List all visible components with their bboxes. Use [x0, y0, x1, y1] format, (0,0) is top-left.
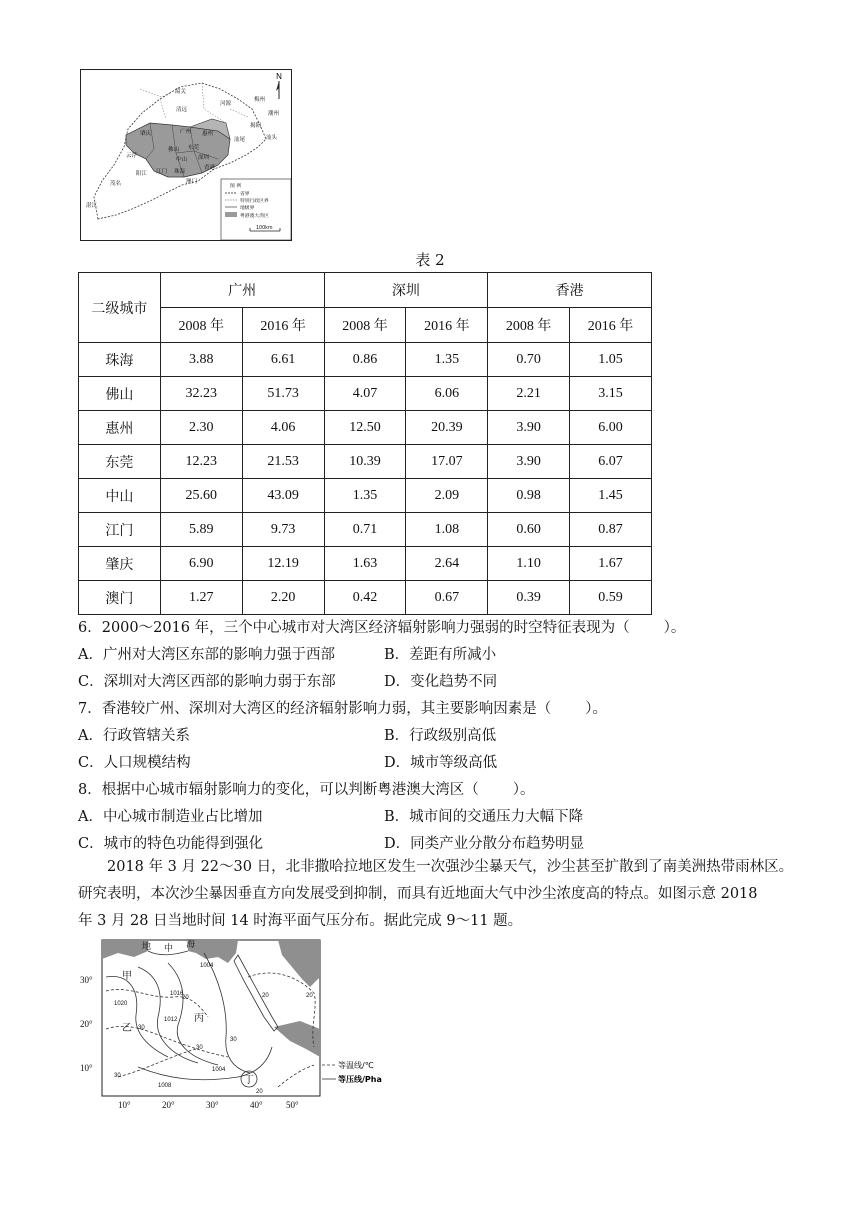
row-header: 二级城市 [79, 273, 161, 343]
isobar-value: 1020 [114, 1001, 128, 1007]
value-cell: 0.60 [488, 513, 570, 547]
question-7: 7．香港较广州、深圳对大湾区的经济辐射影响力弱，其主要影响因素是（ ）。 [78, 701, 607, 717]
city-label: 湛江 [86, 203, 98, 209]
legend-item: 地级界 [240, 206, 255, 211]
city-label: 中山 [176, 157, 188, 163]
city-label: 韶关 [175, 89, 187, 95]
center-header-hongkong: 香港 [488, 273, 652, 308]
city-label: 深圳 [198, 155, 210, 161]
value-cell: 2.09 [406, 479, 488, 513]
year-header: 2016 年 [242, 308, 324, 343]
city-cell: 佛山 [79, 377, 161, 411]
lat-label: 20° [80, 1019, 93, 1029]
isotherm-value: 20 [256, 1089, 263, 1095]
q7-option-d: D．城市等级高低 [384, 755, 498, 771]
value-cell: 1.05 [570, 343, 652, 377]
q7-option-b: B．行政级别高低 [384, 728, 497, 744]
isobar-value: 1016 [170, 991, 184, 997]
city-label: 东莞 [188, 145, 200, 151]
city-cell: 珠海 [79, 343, 161, 377]
sea-char: 地 [142, 942, 152, 952]
value-cell: 10.39 [324, 445, 406, 479]
question-8: 8．根据中心城市辐射影响力的变化，可以判断粤港澳大湾区（ ）。 [78, 782, 535, 798]
value-cell: 0.42 [324, 581, 406, 615]
city-cell: 东莞 [79, 445, 161, 479]
table-row [79, 411, 652, 445]
isotherm-value: 20 [306, 993, 313, 999]
city-label: 惠州 [202, 131, 214, 137]
scale-label: 100km [256, 226, 273, 231]
value-cell: 1.35 [324, 479, 406, 513]
value-cell: 2.21 [488, 377, 570, 411]
center-header-shenzhen: 深圳 [324, 273, 488, 308]
city-label: 阳江 [136, 171, 148, 177]
city-label: 河源 [220, 101, 232, 107]
value-cell: 3.90 [488, 411, 570, 445]
city-label: 澳门 [186, 179, 198, 185]
passage-line-2: 研究表明，本次沙尘暴因垂直方向发展受到抑制，而具有近地面大气中沙尘浓度高的特点。如图示意 2018 [78, 886, 758, 902]
table-row [79, 547, 652, 581]
city-label: 揭阳 [250, 123, 262, 129]
value-cell: 2.30 [160, 411, 242, 445]
sea-char: 海 [186, 940, 196, 950]
table-row [79, 479, 652, 513]
value-cell: 6.61 [242, 343, 324, 377]
isotherm-value: 20 [182, 995, 189, 1001]
city-label: 汕尾 [234, 137, 246, 143]
value-cell: 6.00 [570, 411, 652, 445]
legend-item: 粤港澳大湾区 [240, 214, 269, 219]
value-cell: 0.98 [488, 479, 570, 513]
lon-label: 10° [118, 1100, 131, 1110]
isobar-value: 1012 [164, 1017, 178, 1023]
q8-option-a: A．中心城市制造业占比增加 [78, 809, 263, 825]
table-row [79, 343, 652, 377]
value-cell: 4.07 [324, 377, 406, 411]
north-label: N [276, 72, 282, 81]
isotherm-value: 20 [262, 993, 269, 999]
sea-char: 中 [164, 944, 174, 954]
center-header-guangzhou: 广州 [160, 273, 324, 308]
isobar-value: 1008 [158, 1083, 172, 1089]
lon-label: 30° [206, 1100, 219, 1110]
value-cell: 0.71 [324, 513, 406, 547]
value-cell: 1.27 [160, 581, 242, 615]
value-cell: 0.70 [488, 343, 570, 377]
q6-option-b: B．差距有所减小 [384, 647, 497, 663]
value-cell: 1.45 [570, 479, 652, 513]
passage [78, 854, 798, 935]
q6-option-d: D．变化趋势不同 [384, 674, 498, 690]
city-label: 梅州 [254, 97, 266, 103]
value-cell: 6.06 [406, 377, 488, 411]
bay-area-map [80, 69, 292, 241]
value-cell: 6.07 [570, 445, 652, 479]
value-cell: 0.59 [570, 581, 652, 615]
city-label: 潮州 [268, 111, 280, 117]
legend-title: 图 例 [230, 184, 242, 189]
value-cell: 9.73 [242, 513, 324, 547]
legend-item: 省界 [240, 192, 250, 197]
table-caption: 表 2 [415, 251, 445, 269]
value-cell: 12.23 [160, 445, 242, 479]
q8-option-b: B．城市间的交通压力大幅下降 [384, 809, 584, 825]
value-cell: 4.06 [242, 411, 324, 445]
city-cell: 中山 [79, 479, 161, 513]
value-cell: 1.10 [488, 547, 570, 581]
isobar-value: 1004 [212, 1067, 226, 1073]
place-ding: 丁 [244, 1075, 254, 1086]
city-cell: 澳门 [79, 581, 161, 615]
q8-option-d: D．同类产业分散分布趋势明显 [384, 836, 585, 852]
isotherm-value: 30 [138, 1025, 145, 1031]
value-cell: 1.63 [324, 547, 406, 581]
legend-item: 特别行政区界 [240, 199, 269, 204]
value-cell: 0.87 [570, 513, 652, 547]
value-cell: 20.39 [406, 411, 488, 445]
value-cell: 0.39 [488, 581, 570, 615]
q7-option-c: C．人口规模结构 [78, 755, 191, 771]
value-cell: 1.08 [406, 513, 488, 547]
value-cell: 51.73 [242, 377, 324, 411]
value-cell: 6.90 [160, 547, 242, 581]
city-label: 广州 [180, 129, 192, 135]
city-label: 茂名 [110, 181, 122, 187]
value-cell: 43.09 [242, 479, 324, 513]
table-row [79, 513, 652, 547]
city-label: 云浮 [126, 153, 138, 159]
q6-option-a: A．广州对大湾区东部的影响力强于西部 [78, 647, 335, 663]
place-jia: 甲 [122, 971, 132, 982]
passage-line-3: 年 3 月 28 日当地时间 14 时海平面气压分布。据此完成 9～11 题。 [78, 913, 523, 929]
isotherm-value: 30 [114, 1073, 121, 1079]
value-cell: 1.35 [406, 343, 488, 377]
legend-isotherm: 等温线/℃ [338, 1061, 374, 1070]
passage-line-1: 2018 年 3 月 22～30 日，北非撒哈拉地区发生一次强沙尘暴天气，沙尘甚至扩散到了南美洲热带雨林区。 [107, 859, 794, 875]
value-cell: 2.20 [242, 581, 324, 615]
table-row [79, 445, 652, 479]
lon-label: 40° [250, 1100, 263, 1110]
pressure-map [78, 937, 398, 1112]
table-row [79, 377, 652, 411]
year-header: 2016 年 [406, 308, 488, 343]
influence-table [78, 272, 652, 615]
lon-label: 50° [286, 1100, 299, 1110]
legend-isobar: 等压线/Pha [338, 1075, 382, 1084]
value-cell: 32.23 [160, 377, 242, 411]
year-header: 2008 年 [488, 308, 570, 343]
city-label: 汕头 [266, 135, 278, 141]
place-bing: 丙 [194, 1013, 204, 1024]
city-cell: 惠州 [79, 411, 161, 445]
value-cell: 1.67 [570, 547, 652, 581]
q8-option-c: C．城市的特色功能得到强化 [78, 836, 264, 852]
city-label: 香港 [204, 165, 216, 171]
city-cell: 江门 [79, 513, 161, 547]
isotherm-value: 30 [196, 1045, 203, 1051]
city-label: 清远 [176, 107, 188, 113]
lat-label: 30° [80, 975, 93, 985]
value-cell: 12.19 [242, 547, 324, 581]
city-label: 佛山 [168, 147, 180, 153]
isobar-value: 1004 [200, 963, 214, 969]
value-cell: 0.86 [324, 343, 406, 377]
value-cell: 3.88 [160, 343, 242, 377]
place-yi: 乙 [122, 1023, 132, 1034]
value-cell: 25.60 [160, 479, 242, 513]
value-cell: 3.90 [488, 445, 570, 479]
q6-option-c: C．深圳对大湾区西部的影响力弱于东部 [78, 674, 336, 690]
city-label: 珠海 [174, 169, 186, 175]
year-header: 2008 年 [324, 308, 406, 343]
value-cell: 17.07 [406, 445, 488, 479]
value-cell: 2.64 [406, 547, 488, 581]
value-cell: 5.89 [160, 513, 242, 547]
city-label: 江门 [156, 169, 168, 175]
lat-label: 10° [80, 1063, 93, 1073]
q7-option-a: A．行政管辖关系 [78, 728, 190, 744]
value-cell: 0.67 [406, 581, 488, 615]
isotherm-value: 30 [230, 1037, 237, 1043]
year-header: 2016 年 [570, 308, 652, 343]
city-label: 肇庆 [140, 131, 152, 137]
value-cell: 3.15 [570, 377, 652, 411]
year-header: 2008 年 [160, 308, 242, 343]
table-row [79, 581, 652, 615]
lon-label: 20° [162, 1100, 175, 1110]
value-cell: 12.50 [324, 411, 406, 445]
question-6: 6．2000～2016 年，三个中心城市对大湾区经济辐射影响力强弱的时空特征表现为（ ）。 [78, 620, 686, 636]
city-cell: 肇庆 [79, 547, 161, 581]
value-cell: 21.53 [242, 445, 324, 479]
